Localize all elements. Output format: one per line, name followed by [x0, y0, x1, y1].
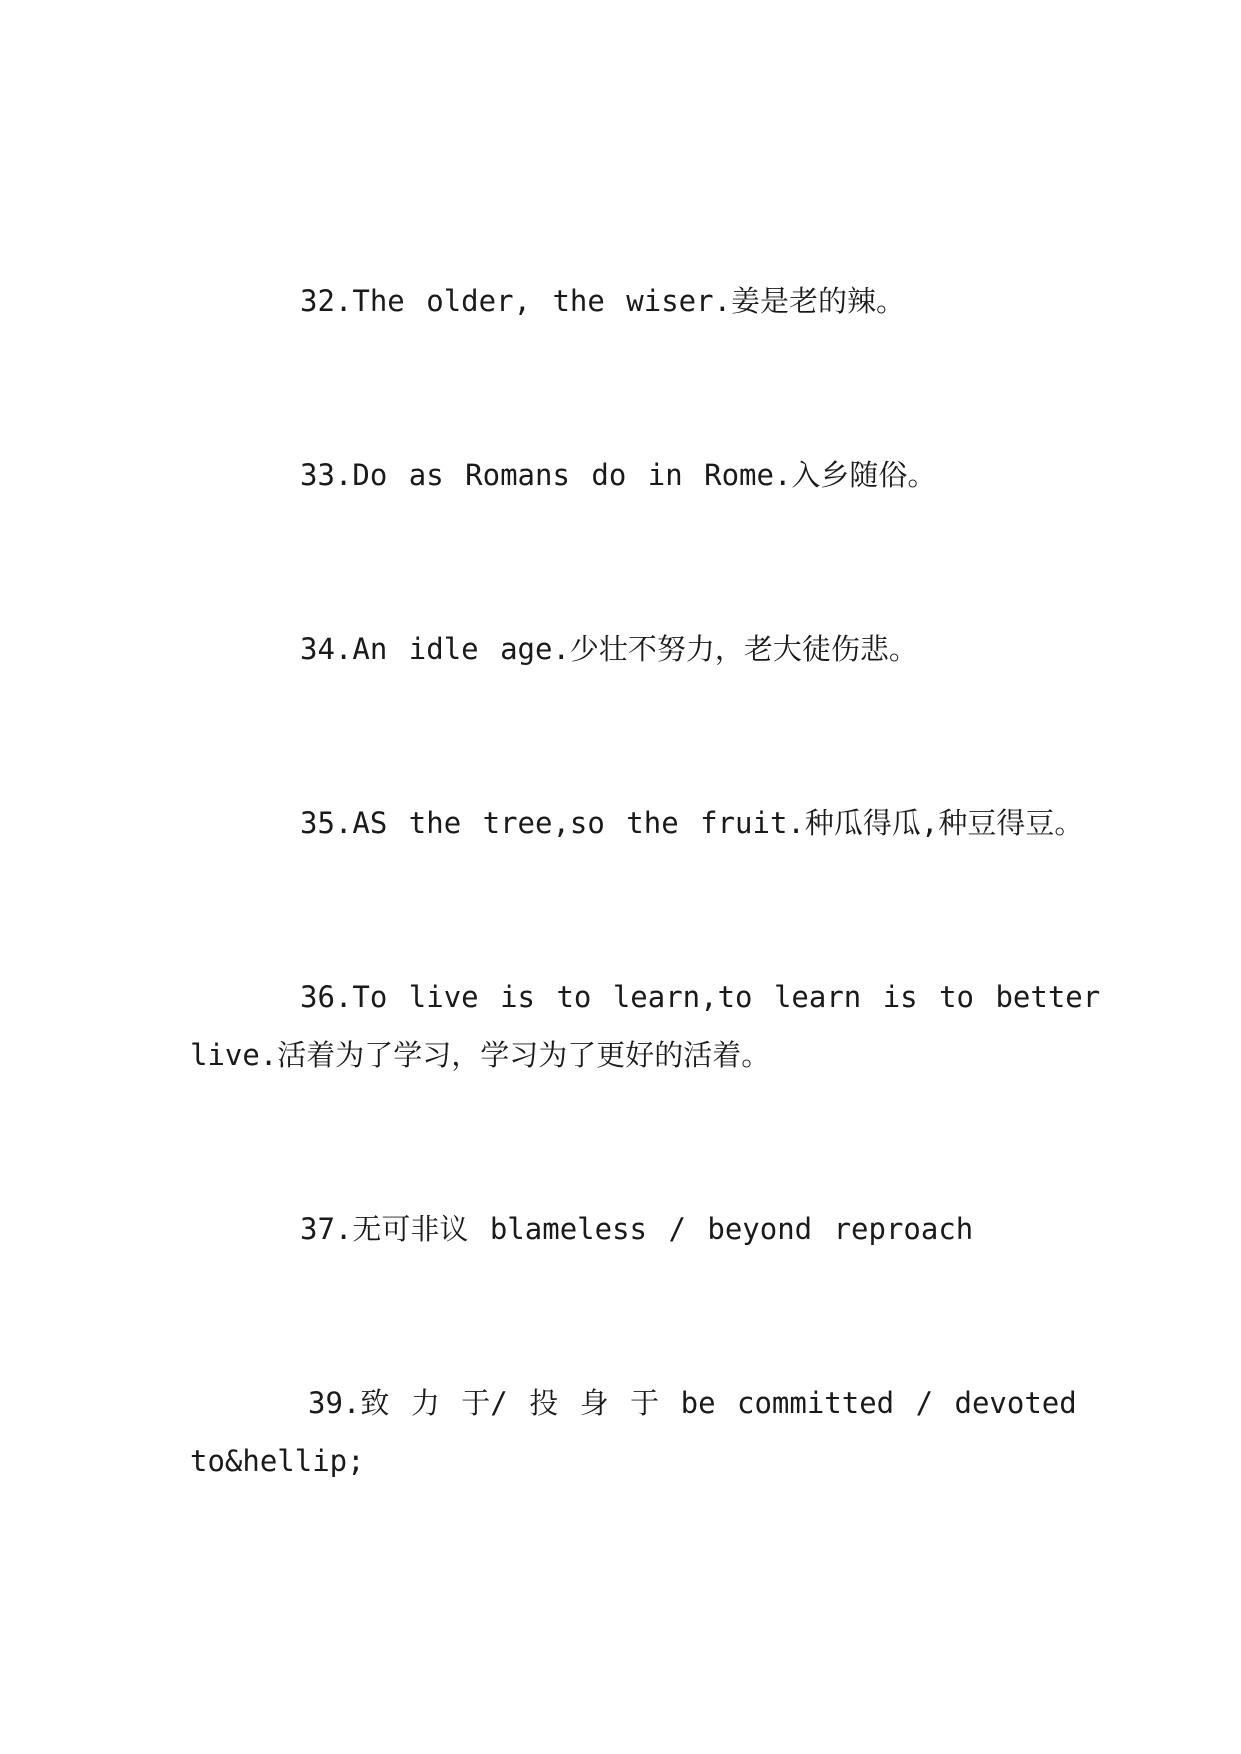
item-number: 32. — [300, 284, 353, 318]
item-text-line2: to&hellip; — [190, 1444, 365, 1478]
proverb-line — [190, 968, 1101, 1026]
proverb-line — [190, 1200, 1060, 1258]
proverb-36 — [190, 968, 1101, 1084]
item-number: 33. — [300, 458, 353, 492]
item-text: An idle age.少壮不努力，老大徒伤悲。 — [352, 632, 918, 666]
item-text-line1: 致 力 于/ 投 身 于 be committed / devoted — [360, 1386, 1077, 1420]
proverb-37 — [190, 1200, 1060, 1258]
item-number: 37. — [300, 1212, 353, 1246]
item-text: Do as Romans do in Rome.入乡随俗。 — [352, 458, 937, 492]
item-text: AS the tree,so the fruit.种瓜得瓜,种豆得豆。 — [352, 806, 1084, 840]
proverb-35 — [190, 794, 1084, 852]
proverb-line — [190, 794, 1084, 852]
proverb-33 — [190, 446, 1060, 504]
proverb-line — [190, 620, 1060, 678]
item-text: 无可非议 blameless / beyond reproach — [352, 1212, 974, 1246]
item-number: 35. — [300, 806, 353, 840]
proverb-line — [190, 1374, 1077, 1432]
item-number: 36. — [300, 980, 353, 1014]
item-number: 34. — [300, 632, 353, 666]
item-number: 39. — [308, 1386, 361, 1420]
proverb-32 — [190, 272, 1060, 330]
item-text-line2: live.活着为了学习，学习为了更好的活着。 — [190, 1038, 771, 1072]
proverb-line — [190, 446, 1060, 504]
proverb-line — [190, 272, 1060, 330]
item-text-line1: To live is to learn,to learn is to better — [352, 980, 1101, 1014]
item-text: The older, the wiser.姜是老的辣。 — [352, 284, 906, 318]
proverb-34 — [190, 620, 1060, 678]
proverb-39 — [190, 1374, 1077, 1490]
